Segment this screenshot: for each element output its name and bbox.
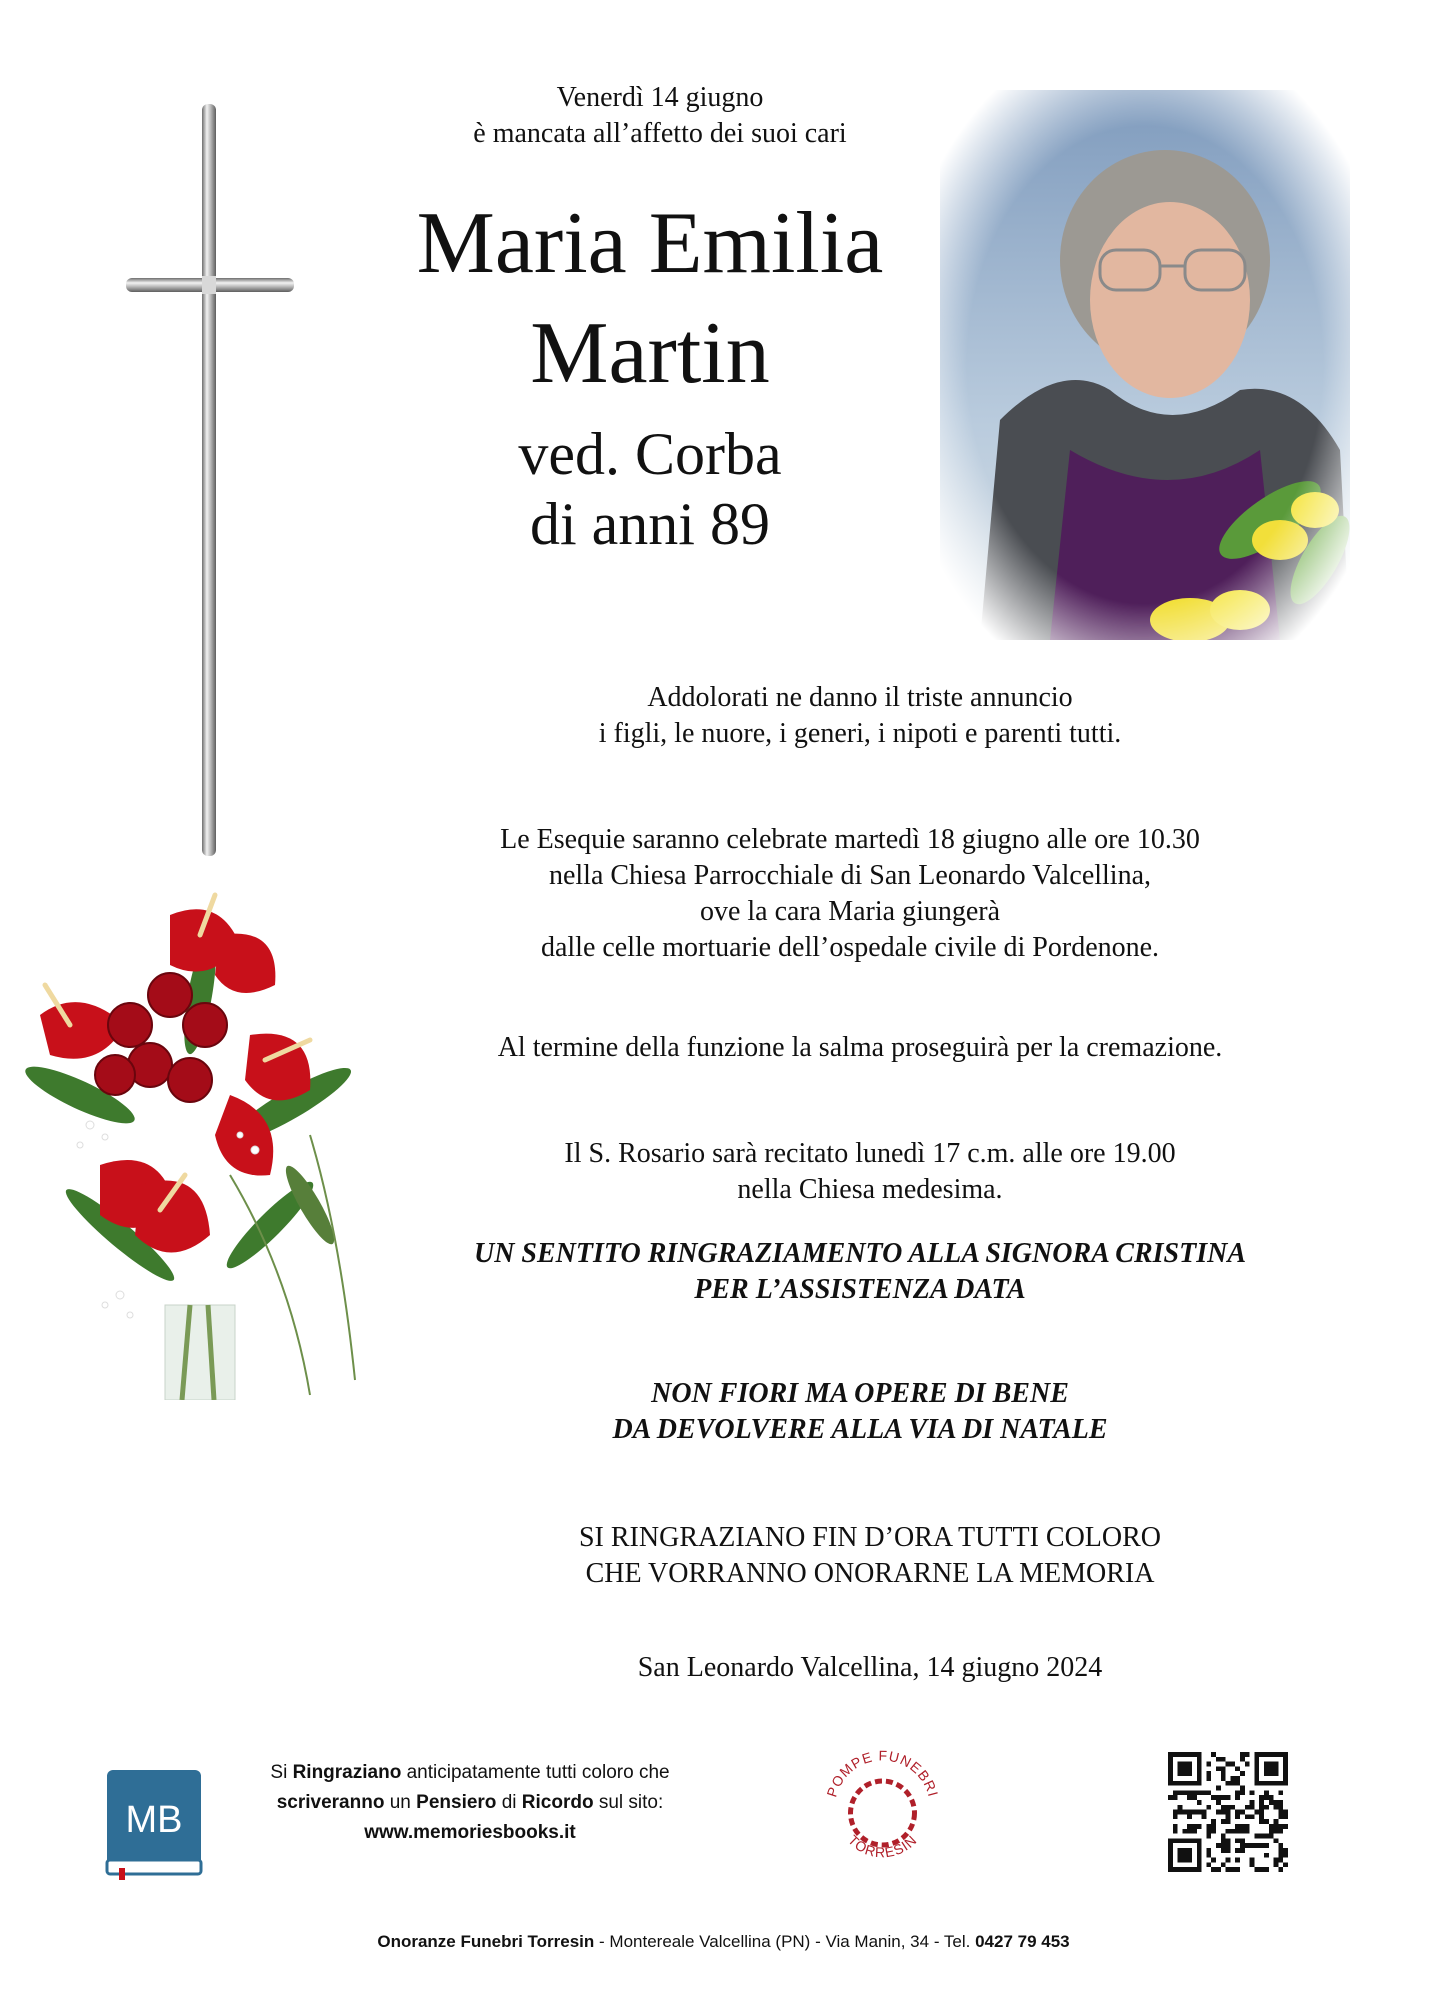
rosary-line-2: nella Chiesa medesima. bbox=[737, 1174, 1003, 1205]
announcement bbox=[420, 680, 1300, 752]
no-flowers-line-1: NON FIORI MA OPERE DI BENE bbox=[651, 1378, 1069, 1409]
torresin-logo-bottom-text: TORRESIN bbox=[845, 1831, 921, 1861]
mb-sul-sito: sul sito: bbox=[598, 1792, 664, 1813]
general-thanks-line-1: SI RINGRAZIANO FIN D’ORA TUTTI COLORO bbox=[578, 1522, 1162, 1553]
footer-company: Onoranze Funebri Torresin bbox=[377, 1932, 595, 1951]
deceased-surname: Martin bbox=[530, 305, 770, 402]
announcement-line-2: i figli, le nuore, i generi, i nipoti e parenti tutti. bbox=[598, 718, 1122, 749]
footer-address: - Montereale Valcellina (PN) - Via Manin, 34 - Tel. bbox=[594, 1932, 976, 1951]
general-thanks-line-2: CHE VORRANNO ONORARNE LA MEMORIA bbox=[585, 1558, 1155, 1589]
qr-code[interactable] bbox=[1168, 1752, 1288, 1872]
mb-rest1: anticipatamente tutti coloro che bbox=[406, 1762, 670, 1783]
deceased-portrait-photo bbox=[940, 90, 1350, 640]
cremation-line: Al termine della funzione la salma proseguirà per la cremazione. bbox=[497, 1032, 1223, 1063]
memoriesbooks-url-link[interactable]: www.memoriesbooks.it bbox=[364, 1822, 576, 1843]
cremation-note bbox=[400, 1030, 1320, 1066]
mb-un: un bbox=[389, 1792, 411, 1813]
caregiver-thanks-line-2: PER L’ASSISTENZA DATA bbox=[694, 1274, 1026, 1305]
pompe-funebri-torresin-logo bbox=[815, 1738, 950, 1878]
funeral-line-1: Le Esequie saranno celebrate martedì 18 giugno alle ore 10.30 bbox=[500, 824, 1200, 855]
funeral-details bbox=[400, 822, 1300, 966]
no-flowers-line-2: DA DEVOLVERE ALLA VIA DI NATALE bbox=[612, 1414, 1108, 1445]
place-date-line: San Leonardo Valcellina, 14 giugno 2024 bbox=[637, 1652, 1103, 1683]
mb-pensiero: Pensiero bbox=[416, 1792, 497, 1813]
general-thanks bbox=[440, 1520, 1300, 1592]
place-and-date bbox=[520, 1650, 1220, 1686]
flower-bouquet-image bbox=[10, 875, 370, 1400]
deceased-name-block bbox=[330, 195, 970, 557]
memoriesbooks-logo[interactable] bbox=[105, 1768, 203, 1880]
death-date-intro bbox=[400, 80, 920, 152]
torresin-logo-top-text: POMPE FUNEBRI bbox=[823, 1747, 942, 1799]
cross-icon bbox=[120, 100, 300, 860]
caregiver-thanks bbox=[380, 1236, 1340, 1308]
mb-line-2 bbox=[220, 1788, 720, 1818]
mb-si: Si bbox=[270, 1762, 288, 1783]
funeral-line-3: ove la cara Maria giungerà bbox=[699, 896, 1001, 927]
footer-phone: 0427 79 453 bbox=[975, 1932, 1070, 1951]
rosary-details bbox=[420, 1136, 1320, 1208]
memoriesbooks-message bbox=[220, 1758, 720, 1848]
caregiver-thanks-line-1: UN SENTITO RINGRAZIAMENTO ALLA SIGNORA CRISTINA bbox=[473, 1238, 1246, 1269]
mb-line-3 bbox=[220, 1818, 720, 1848]
intro-line-2: è mancata all’affetto dei suoi cari bbox=[473, 118, 847, 149]
deceased-widow-of: ved. Corba bbox=[518, 421, 782, 487]
deceased-first-names: Maria Emilia bbox=[416, 195, 884, 292]
mb-di: di bbox=[501, 1792, 517, 1813]
mb-ringraziano: Ringraziano bbox=[292, 1762, 402, 1783]
intro-line-1: Venerdì 14 giugno bbox=[556, 82, 764, 113]
no-flowers-note bbox=[480, 1376, 1240, 1448]
mb-scriveranno: scriveranno bbox=[276, 1792, 385, 1813]
deceased-age: di anni 89 bbox=[530, 491, 770, 557]
rosary-line-1: Il S. Rosario sarà recitato lunedì 17 c.m. alle ore 19.00 bbox=[564, 1138, 1176, 1169]
announcement-line-1: Addolorati ne danno il triste annuncio bbox=[647, 682, 1073, 713]
funeral-line-4: dalle celle mortuarie dell’ospedale civile di Pordenone. bbox=[540, 932, 1160, 963]
memoriesbooks-logo-text: MB bbox=[125, 1799, 183, 1841]
mb-line-1 bbox=[220, 1758, 720, 1788]
funeral-line-2: nella Chiesa Parrocchiale di San Leonardo Valcellina, bbox=[548, 860, 1152, 891]
mb-ricordo: Ricordo bbox=[521, 1792, 594, 1813]
footer-contact bbox=[0, 1932, 1447, 1952]
